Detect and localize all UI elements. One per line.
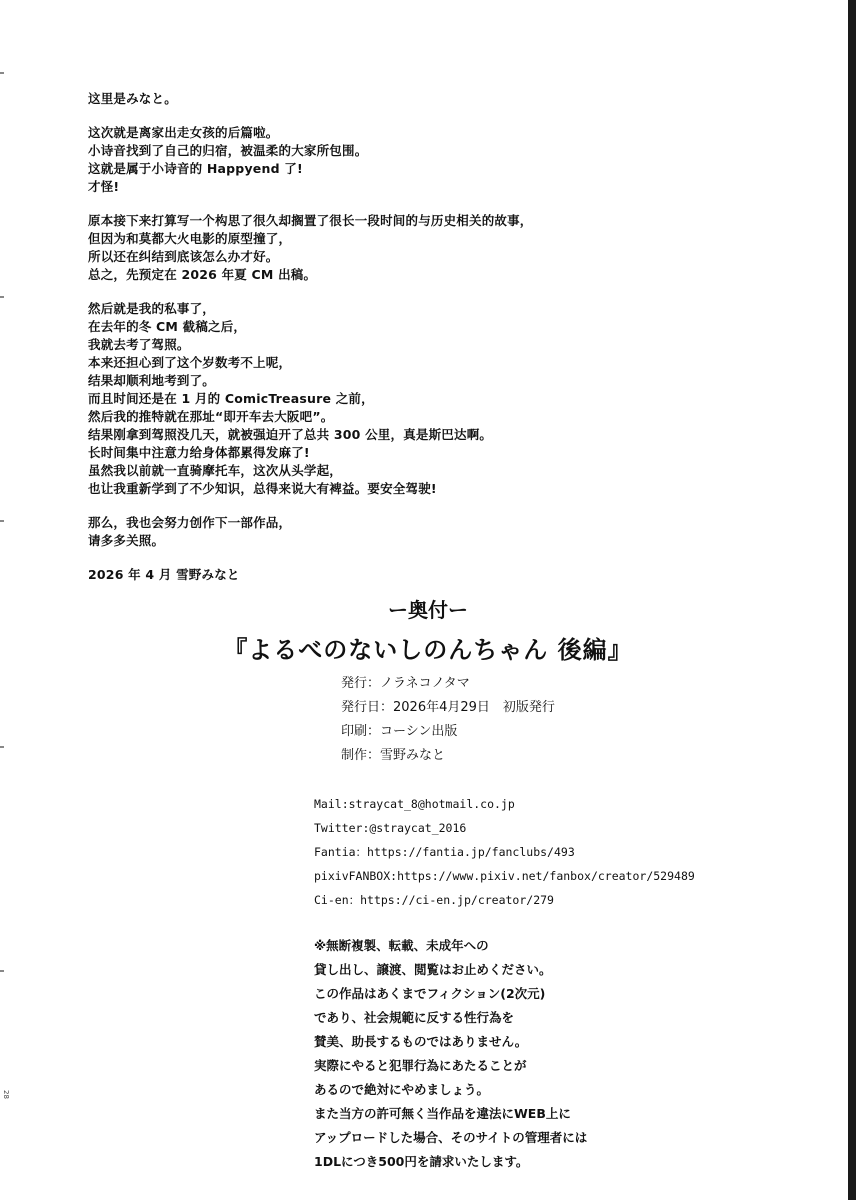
page-number: 28 [2,1090,10,1099]
afterword-line: 虽然我以前就一直骑摩托车，这次从头学起， [88,463,343,478]
afterword-line: 然后就是我的私事了， [88,301,216,316]
afterword-line: 然后我的推特就在那址“即开车去大阪吧”。 [88,409,334,424]
afterword [88,90,788,584]
notice-line: また当方の許可無く当作品を違法にWEB上に [314,1106,571,1121]
afterword-signoff: 2026 年 4 月 雪野みなと [88,567,240,582]
afterword-line: 长时间集中注意力给身体都累得发麻了! [88,445,310,460]
printer-line: 印刷：コーシン出版 [341,724,458,739]
edge-tick [0,296,4,298]
edge-tick [0,520,4,522]
contact-twitter: Twitter:@straycat_2016 [314,821,467,835]
afterword-line: 我就去考了驾照。 [88,337,190,352]
afterword-line: 总之，先预定在 2026 年夏 CM 出稿。 [88,267,317,282]
notice-line: 1DLにつき500円を請求いたします。 [314,1154,529,1169]
afterword-line: 请多多关照。 [88,533,165,548]
contact-fantia: Fantia：https://fantia.jp/fanclubs/493 [314,845,575,859]
afterword-paragraph [88,90,788,108]
publication-info [341,672,555,768]
afterword-paragraph [88,124,788,196]
afterword-line: 原本接下来打算写一个构思了很久却搁置了很长一段时间的与历史相关的故事， [88,213,533,228]
afterword-line: 这里是みなと。 [88,91,177,106]
edge-tick [0,746,4,748]
afterword-paragraph [88,300,788,498]
notice-line: この作品はあくまでフィクション(2次元) [314,986,546,1001]
colophon-header: ー奥付ー [388,598,468,622]
contact-fanbox: pixivFANBOX:https://www.pixiv.net/fanbox/creator/529489 [314,869,695,883]
afterword-line: 但因为和莫都大火电影的原型撞了， [88,231,292,246]
afterword-line: 小诗音找到了自己的归宿，被温柔的大家所包围。 [88,143,368,158]
contact-mail: Mail:straycat_8@hotmail.co.jp [314,797,515,811]
notice-line: 賛美、助長するものではありません。 [314,1034,528,1049]
afterword-paragraph [88,212,788,284]
afterword-line: 这次就是离家出走女孩的后篇啦。 [88,125,279,140]
afterword-line: 所以还在纠结到底该怎么办才好。 [88,249,279,264]
afterword-line: 那么，我也会努力创作下一部作品， [88,515,292,530]
notice-line: であり、社会規範に反する性行為を [314,1010,515,1025]
afterword-line: 才怪! [88,179,120,194]
notice-line: 貸し出し、譲渡、閲覧はお止めください。 [314,962,552,977]
afterword-line: 而且时间还是在 1 月的 ComicTreasure 之前， [88,391,374,406]
publisher-line: 発行：ノラネコノタマ [341,676,470,691]
afterword-line: 结果却顺利地考到了。 [88,373,216,388]
author-line: 制作：雪野みなと [341,748,446,763]
notice-line: 実際にやると犯罪行為にあたることが [314,1058,527,1073]
notice-line: ※無断複製、転載、未成年への [314,938,489,953]
afterword-line: 本来还担心到了这个岁数考不上呢， [88,355,292,370]
notice-line: アップロードした場合、そのサイトの管理者には [314,1130,588,1145]
contact-cien: Ci-en：https://ci-en.jp/creator/279 [314,893,554,907]
afterword-line: 也让我重新学到了不少知识，总得来说大有裨益。要安全驾驶! [88,481,437,496]
edge-tick [0,72,4,74]
afterword-paragraph [88,514,788,550]
contact-list [314,792,695,912]
notice-line: あるので絶対にやめましょう。 [314,1082,490,1097]
book-title: 『よるべのないしのんちゃん 後編』 [223,636,633,664]
afterword-line: 结果刚拿到驾照没几天，就被强迫开了总共 300 公里，真是斯巴达啊。 [88,427,493,442]
afterword-line: 这就是属于小诗音的 Happyend 了! [88,161,303,176]
afterword-line: 在去年的冬 CM 截稿之后， [88,319,247,334]
edge-tick [0,970,4,972]
publish-date-line: 発行日：2026年4月29日 初版発行 [341,700,555,715]
legal-notice [314,934,587,1174]
